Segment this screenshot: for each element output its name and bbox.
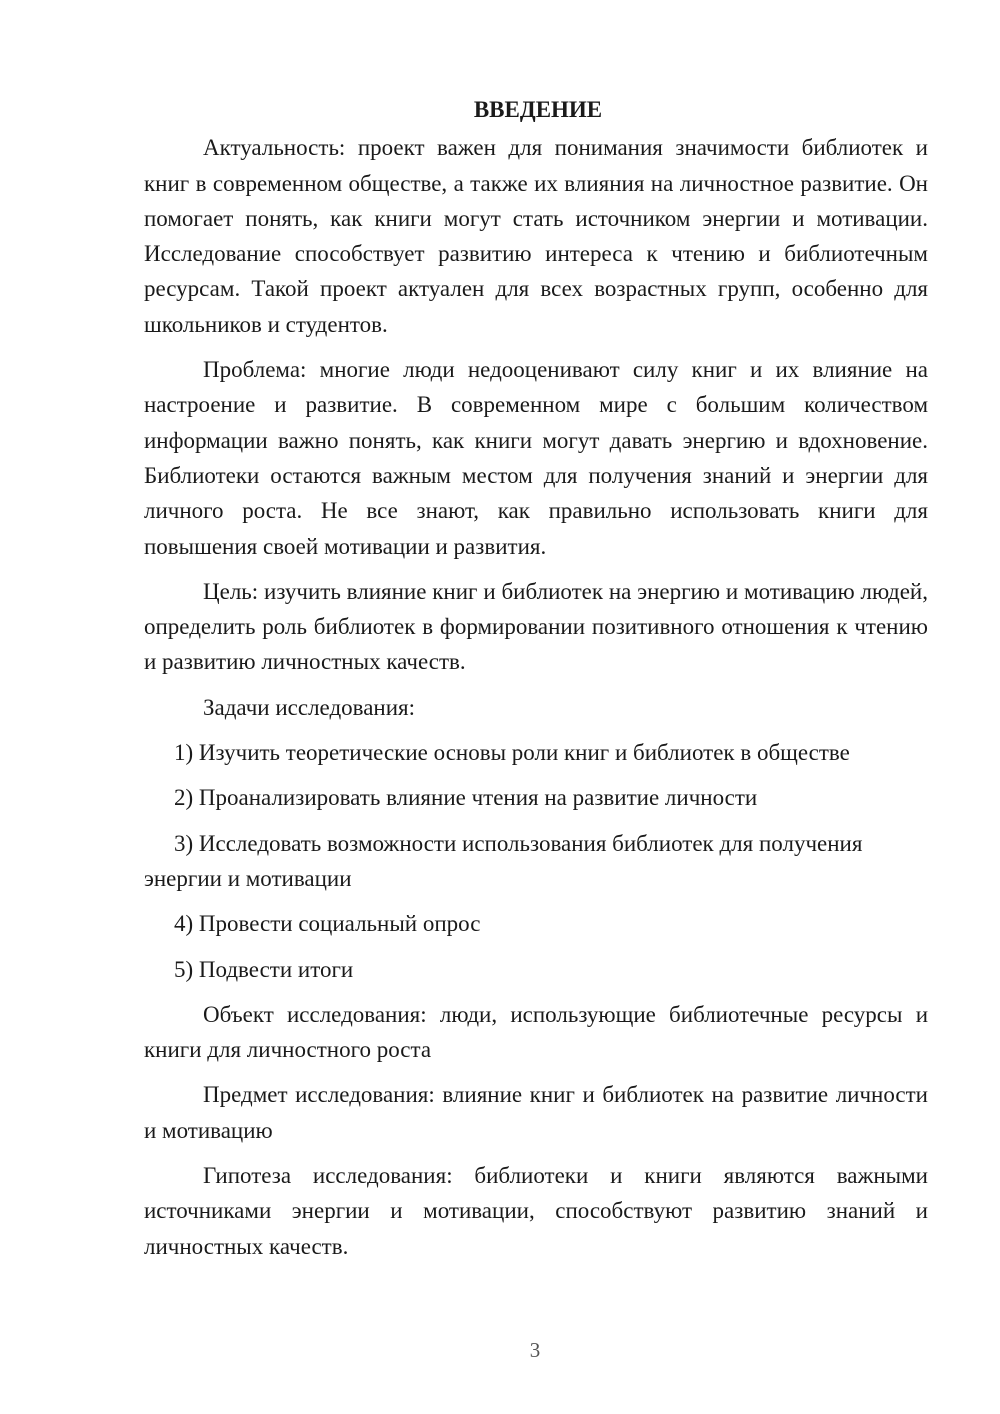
paragraph-goal: Цель: изучить влияние книг и библиотек на энергию и мотивацию людей, определить роль библиотек в формировании позитивного отношения к чтению и развитию личностных качеств. bbox=[144, 578, 928, 675]
paragraph-subject: Предмет исследования: влияние книг и библиотек на развитие личности и мотивацию bbox=[144, 1082, 928, 1143]
page-number: 3 bbox=[529, 1338, 541, 1362]
tasks-title: Задачи исследования: bbox=[203, 694, 416, 720]
task-item: 1) Изучить теоретические основы роли книг и библиотек в обществе bbox=[174, 740, 850, 766]
section-heading: ВВЕДЕНИЕ bbox=[473, 97, 603, 122]
task-item: 2) Проанализировать влияние чтения на развитие личности bbox=[174, 785, 758, 811]
paragraph-object: Объект исследования: люди, использующие библиотечные ресурсы и книги для личностного роста bbox=[144, 1001, 928, 1063]
paragraph-problem: Проблема: многие люди недооценивают силу книг и их влияние на настроение и развитие. В современном мире с большим количеством информации важно понять, как книги могут давать энергию и вдохновение. Библиотеки остаются важным местом для получения знаний и энергии для личного роста. Не все знают, как правильно использовать книги для повышения своей мотивации и развития. bbox=[144, 357, 928, 559]
document-body bbox=[144, 92, 928, 1274]
paragraph-actuality: Актуальность: проект важен для понимания значимости библиотек и книг в современном обществе, а также их влияния на личностное развитие. Он помогает понять, как книги могут стать источником энергии и мотивации. Исследование способствует развитию интереса к чтению и библиотечным ресурсам. Такой проект актуален для всех возрастных групп, особенно для школьников и студентов. bbox=[144, 135, 928, 337]
paragraph-hypothesis: Гипотеза исследования: библиотеки и книги являются важными источниками энергии и мотивации, способствуют развитию знаний и личностных качеств. bbox=[144, 1163, 928, 1259]
task-item: 4) Провести социальный опрос bbox=[174, 911, 481, 937]
task-item: 3) Исследовать возможности использования библиотек для получения энергии и мотивации bbox=[144, 830, 863, 891]
task-item: 5) Подвести итоги bbox=[174, 956, 354, 982]
